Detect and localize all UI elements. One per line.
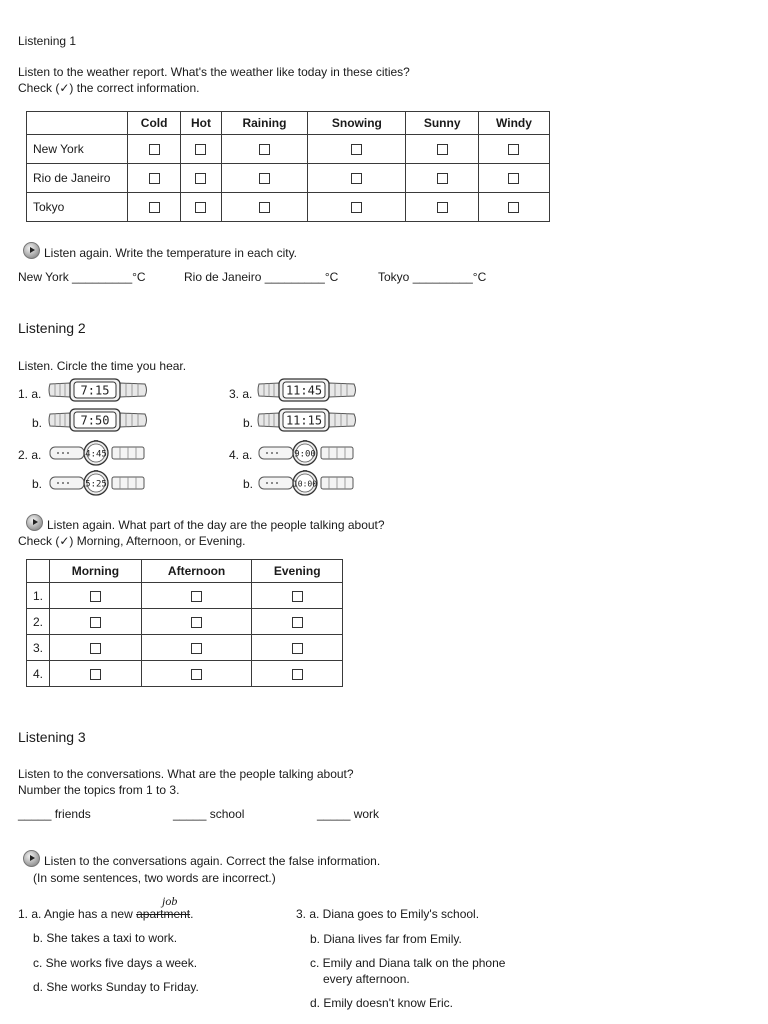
watch-time-text: 4:45: [85, 449, 107, 460]
checkbox-sunny[interactable]: [437, 202, 448, 213]
checkbox-morning[interactable]: [90, 617, 101, 628]
checkbox-cell: [406, 193, 479, 222]
row-label: 3.: [27, 635, 50, 661]
column-header-snowing: Snowing: [308, 112, 406, 135]
watch-time-text: 11:15: [285, 413, 323, 428]
table-row: [27, 583, 343, 609]
column-header-sunny: Sunny: [406, 112, 479, 135]
part-of-day-table: [26, 559, 343, 687]
round-watch-icon[interactable]: [48, 470, 148, 496]
checkbox-sunny[interactable]: [437, 144, 448, 155]
checkbox-cell: [221, 135, 308, 164]
temp-city-label: Tokyo: [378, 270, 410, 284]
checkbox-cell: [50, 635, 142, 661]
temp-city-label: New York: [18, 270, 69, 284]
row-label: 2.: [27, 609, 50, 635]
temp-blank[interactable]: _________: [72, 270, 133, 284]
watch-item-label: 2. a.: [18, 448, 42, 462]
temp-city-label: Rio de Janeiro: [184, 270, 262, 284]
weather-table-header: [27, 112, 550, 135]
table-row: [27, 661, 343, 687]
statement-1a: [18, 906, 193, 922]
digital-watch-icon[interactable]: [257, 378, 357, 402]
checkbox-cell: [221, 164, 308, 193]
play-audio-icon[interactable]: [23, 242, 40, 259]
checkbox-hot[interactable]: [195, 202, 206, 213]
temp-unit: °C: [132, 270, 146, 284]
topic-blank[interactable]: _____: [317, 807, 351, 821]
watch-item-label: 1. a.: [18, 387, 42, 401]
section-3-number-instruction: Number the topics from 1 to 3.: [18, 783, 180, 797]
checkbox-cell: [50, 583, 142, 609]
row-label: New York: [27, 135, 128, 164]
row-label: 1.: [27, 583, 50, 609]
watch-item-label: b.: [243, 416, 254, 430]
checkbox-cell: [308, 193, 406, 222]
watch-item-label: b.: [32, 416, 43, 430]
watch-item-label: b.: [32, 477, 43, 491]
section-1-instruction: Listen to the weather report. What's the weather like today in these cities?: [18, 65, 410, 79]
checkbox-afternoon[interactable]: [191, 617, 202, 628]
checkbox-afternoon[interactable]: [191, 591, 202, 602]
temp-tokyo: [378, 269, 486, 285]
topic-work: [317, 806, 379, 822]
round-watch-icon[interactable]: [48, 440, 148, 466]
checkbox-evening[interactable]: [292, 669, 303, 680]
table-corner-cell: [27, 560, 50, 583]
table-row: [27, 135, 550, 164]
row-label: Tokyo: [27, 193, 128, 222]
topic-label: friends: [54, 807, 91, 821]
checkbox-hot[interactable]: [195, 173, 206, 184]
checkbox-cold[interactable]: [149, 144, 160, 155]
topic-friends: [18, 806, 91, 822]
checkbox-cell: [181, 193, 221, 222]
watch-time-text: 10:00: [292, 479, 318, 489]
checkbox-cell: [128, 193, 181, 222]
checkbox-raining[interactable]: [259, 173, 270, 184]
section-3-correct-instruction: Listen to the conversations again. Correct the false information.: [44, 854, 381, 868]
checkbox-hot[interactable]: [195, 144, 206, 155]
checkbox-cold[interactable]: [149, 202, 160, 213]
checkbox-sunny[interactable]: [437, 173, 448, 184]
section-1-check-instruction: Check (✓) the correct information.: [18, 81, 200, 95]
checkbox-cell: [141, 635, 252, 661]
section-2-instruction: Listen. Circle the time you hear.: [18, 359, 187, 373]
table-row: [27, 164, 550, 193]
temp-blank[interactable]: _________: [412, 270, 473, 284]
section-3-note: (In some sentences, two words are incorrect.): [33, 871, 276, 885]
watch-item-label: b.: [243, 477, 254, 491]
checkbox-cell: [50, 609, 142, 635]
checkbox-cell: [252, 661, 343, 687]
row-label: Rio de Janeiro: [27, 164, 128, 193]
checkbox-cell: [308, 135, 406, 164]
statement-3c: c. Emily and Diana talk on the phone: [310, 956, 506, 970]
statement-3c-continued: every afternoon.: [323, 972, 410, 986]
round-watch-icon[interactable]: [257, 470, 357, 496]
statement-3a: 3. a. Diana goes to Emily's school.: [296, 907, 480, 921]
watch-time-text: 9:00: [294, 449, 316, 460]
checkbox-morning[interactable]: [90, 591, 101, 602]
table-row: [27, 635, 343, 661]
statement-3b: b. Diana lives far from Emily.: [310, 932, 462, 946]
temp-new-york: [18, 269, 146, 285]
statement-1b: b. She takes a taxi to work.: [33, 931, 178, 945]
checkbox-cell: [478, 193, 549, 222]
column-header-windy: Windy: [478, 112, 549, 135]
column-header-morning: Morning: [50, 560, 142, 583]
watch-time-text: 7:15: [80, 383, 110, 398]
checkbox-morning[interactable]: [90, 643, 101, 654]
section-3-instruction: Listen to the conversations. What are the people talking about?: [18, 767, 354, 781]
checkbox-afternoon[interactable]: [191, 669, 202, 680]
temp-unit: °C: [472, 270, 487, 284]
section-2-part-of-day-instruction: Listen again. What part of the day are the people talking about?: [47, 518, 385, 532]
statement-3d: d. Emily doesn't know Eric.: [310, 996, 454, 1010]
checkbox-morning[interactable]: [90, 669, 101, 680]
checkbox-cell: [50, 661, 142, 687]
checkbox-cell: [128, 135, 181, 164]
digital-watch-icon[interactable]: [257, 408, 357, 432]
column-header-hot: Hot: [181, 112, 221, 135]
row-label: 4.: [27, 661, 50, 687]
table-row: [27, 609, 343, 635]
topic-school: [173, 806, 244, 822]
temp-blank[interactable]: _________: [264, 270, 325, 284]
section-1-temperature-instruction: Listen again. Write the temperature in each city.: [44, 246, 298, 260]
checkbox-snowing[interactable]: [351, 202, 362, 213]
checkbox-cold[interactable]: [149, 173, 160, 184]
checkbox-evening[interactable]: [292, 591, 303, 602]
watch-item-label: 3. a.: [229, 387, 253, 401]
checkbox-cell: [478, 164, 549, 193]
checkbox-cell: [252, 609, 343, 635]
checkbox-windy[interactable]: [508, 173, 519, 184]
table-row: [27, 193, 550, 222]
column-header-raining: Raining: [221, 112, 308, 135]
column-header-cold: Cold: [128, 112, 181, 135]
digital-watch-icon[interactable]: [48, 378, 148, 402]
watch-time-text: 5:25: [85, 479, 107, 490]
checkbox-cell: [181, 135, 221, 164]
part-of-day-table-header: [27, 560, 343, 583]
checkbox-afternoon[interactable]: [191, 643, 202, 654]
checkbox-cell: [406, 135, 479, 164]
checkbox-snowing[interactable]: [351, 144, 362, 155]
round-watch-icon[interactable]: [257, 440, 357, 466]
checkbox-raining[interactable]: [259, 202, 270, 213]
topic-blank[interactable]: _____: [18, 807, 52, 821]
checkbox-cell: [406, 164, 479, 193]
handwritten-correction: job: [162, 894, 178, 908]
statement-text: .: [190, 907, 194, 921]
play-audio-icon[interactable]: [23, 850, 40, 867]
digital-watch-icon[interactable]: [48, 408, 148, 432]
topic-label: work: [353, 807, 380, 821]
column-header-afternoon: Afternoon: [141, 560, 252, 583]
checkbox-cell: [141, 661, 252, 687]
topic-label: school: [209, 807, 245, 821]
struck-word: apartment: [136, 907, 191, 921]
temp-rio: [184, 269, 338, 285]
checkbox-cell: [252, 583, 343, 609]
checkbox-cell: [221, 193, 308, 222]
checkbox-snowing[interactable]: [351, 173, 362, 184]
topic-blank[interactable]: _____: [173, 807, 207, 821]
table-corner-cell: [27, 112, 128, 135]
temp-unit: °C: [324, 270, 339, 284]
statement-1d: d. She works Sunday to Friday.: [33, 980, 199, 994]
watch-item-label: 4. a.: [229, 448, 253, 462]
section-2-title: Listening 2: [18, 320, 86, 336]
checkbox-cell: [128, 164, 181, 193]
statement-1c: c. She works five days a week.: [33, 956, 198, 970]
watch-time-text: 7:50: [80, 413, 110, 428]
play-audio-icon[interactable]: [26, 514, 43, 531]
statement-text: 1. a. Angie has a new: [18, 907, 137, 921]
watch-time-text: 11:45: [285, 383, 323, 398]
column-header-evening: Evening: [252, 560, 343, 583]
checkbox-evening[interactable]: [292, 643, 303, 654]
checkbox-cell: [181, 164, 221, 193]
checkbox-cell: [141, 609, 252, 635]
checkbox-windy[interactable]: [508, 144, 519, 155]
checkbox-evening[interactable]: [292, 617, 303, 628]
checkbox-cell: [252, 635, 343, 661]
checkbox-cell: [308, 164, 406, 193]
checkbox-windy[interactable]: [508, 202, 519, 213]
section-2-check-instruction: Check (✓) Morning, Afternoon, or Evening.: [18, 534, 246, 548]
checkbox-cell: [141, 583, 252, 609]
weather-table: [26, 111, 550, 222]
section-1-title: Listening 1: [18, 34, 77, 48]
checkbox-raining[interactable]: [259, 144, 270, 155]
section-3-title: Listening 3: [18, 729, 86, 745]
checkbox-cell: [478, 135, 549, 164]
